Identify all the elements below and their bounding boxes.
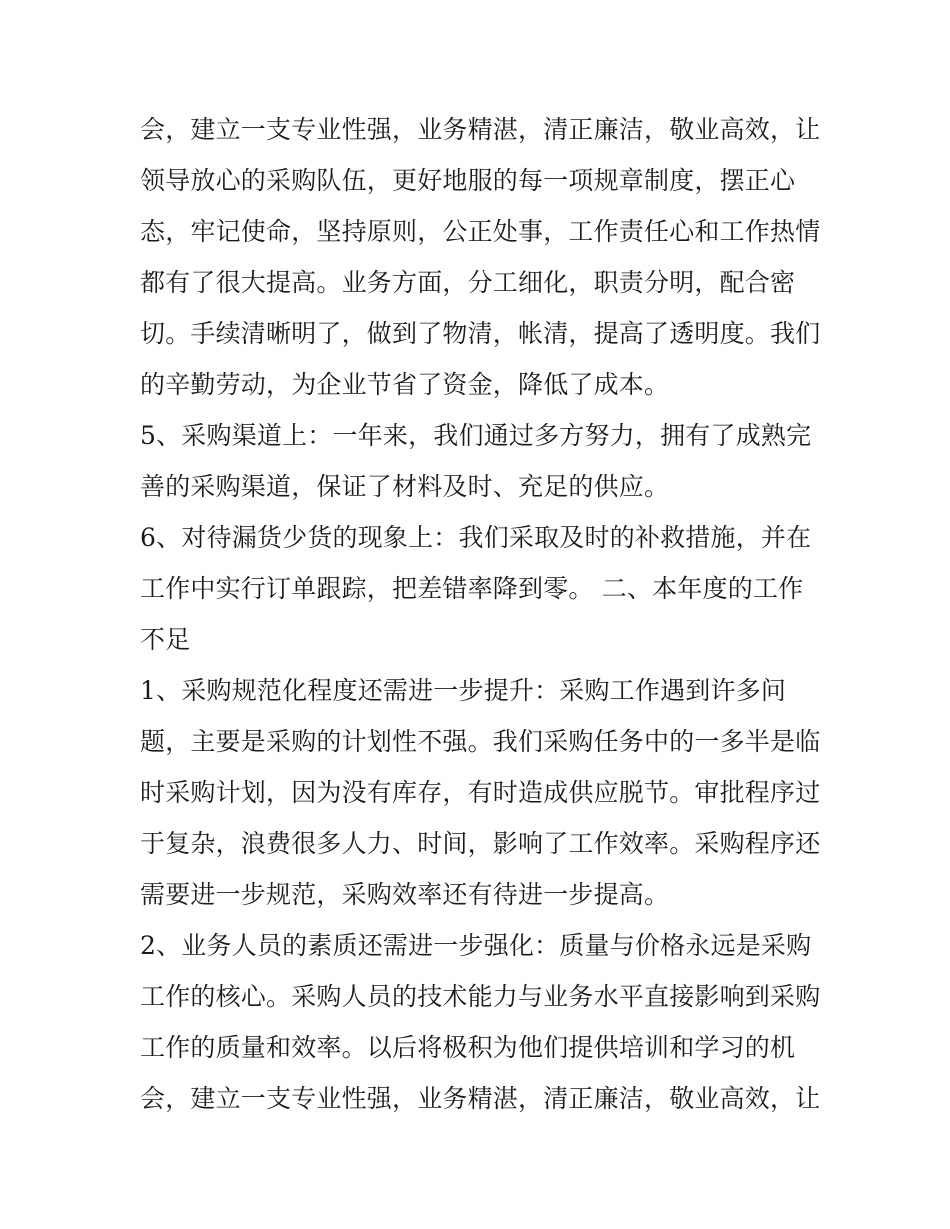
text-line: 6、对待漏货少货的现象上：我们采取及时的补救措施，并在 (140, 523, 812, 552)
text-line: 工作的核心。采购人员的技术能力与业务水平直接影响到采购 (140, 982, 821, 1011)
text-line: 切。手续清晰明了，做到了物清，帐清，提高了透明度。我们 (140, 319, 821, 348)
text-line: 的辛勤劳动，为企业节省了资金，降低了成本。 (140, 370, 670, 399)
text-line: 题，主要是采购的计划性不强。我们采购任务中的一多半是临 (140, 727, 821, 756)
text-line: 会，建立一支专业性强，业务精湛，清正廉洁，敬业高效，让 (140, 1084, 821, 1113)
text-line: 工作中实行订单跟踪，把差错率降到零。 二、本年度的工作 (140, 574, 804, 603)
text-line: 工作的质量和效率。以后将极积为他们提供培训和学习的机 (140, 1033, 796, 1062)
text-line: 需要进一步规范，采购效率还有待进一步提高。 (140, 880, 670, 909)
text-line: 都有了很大提高。业务方面，分工细化，职责分明，配合密 (140, 268, 796, 297)
text-line: 时采购计划，因为没有库存，有时造成供应脱节。审批程序过 (140, 778, 821, 807)
text-line: 会，建立一支专业性强，业务精湛，清正廉洁，敬业高效，让 (140, 115, 821, 144)
text-line: 于复杂，浪费很多人力、时间，影响了工作效率。采购程序还 (140, 829, 821, 858)
text-line: 不足 (140, 625, 191, 654)
text-line: 1、采购规范化程度还需进一步提升：采购工作遇到许多问 (140, 676, 787, 705)
text-line: 2、业务人员的素质还需进一步强化：质量与价格永远是采购 (140, 931, 812, 960)
document-body (140, 104, 821, 1124)
text-line: 领导放心的采购队伍，更好地服的每一项规章制度，摆正心 (140, 166, 796, 195)
text-line: 善的采购渠道，保证了材料及时、充足的供应。 (140, 472, 670, 501)
text-line: 态，牢记使命，坚持原则，公正处事，工作责任心和工作热情 (140, 217, 821, 246)
text-line: 5、采购渠道上：一年来，我们通过多方努力，拥有了成熟完 (140, 421, 812, 450)
